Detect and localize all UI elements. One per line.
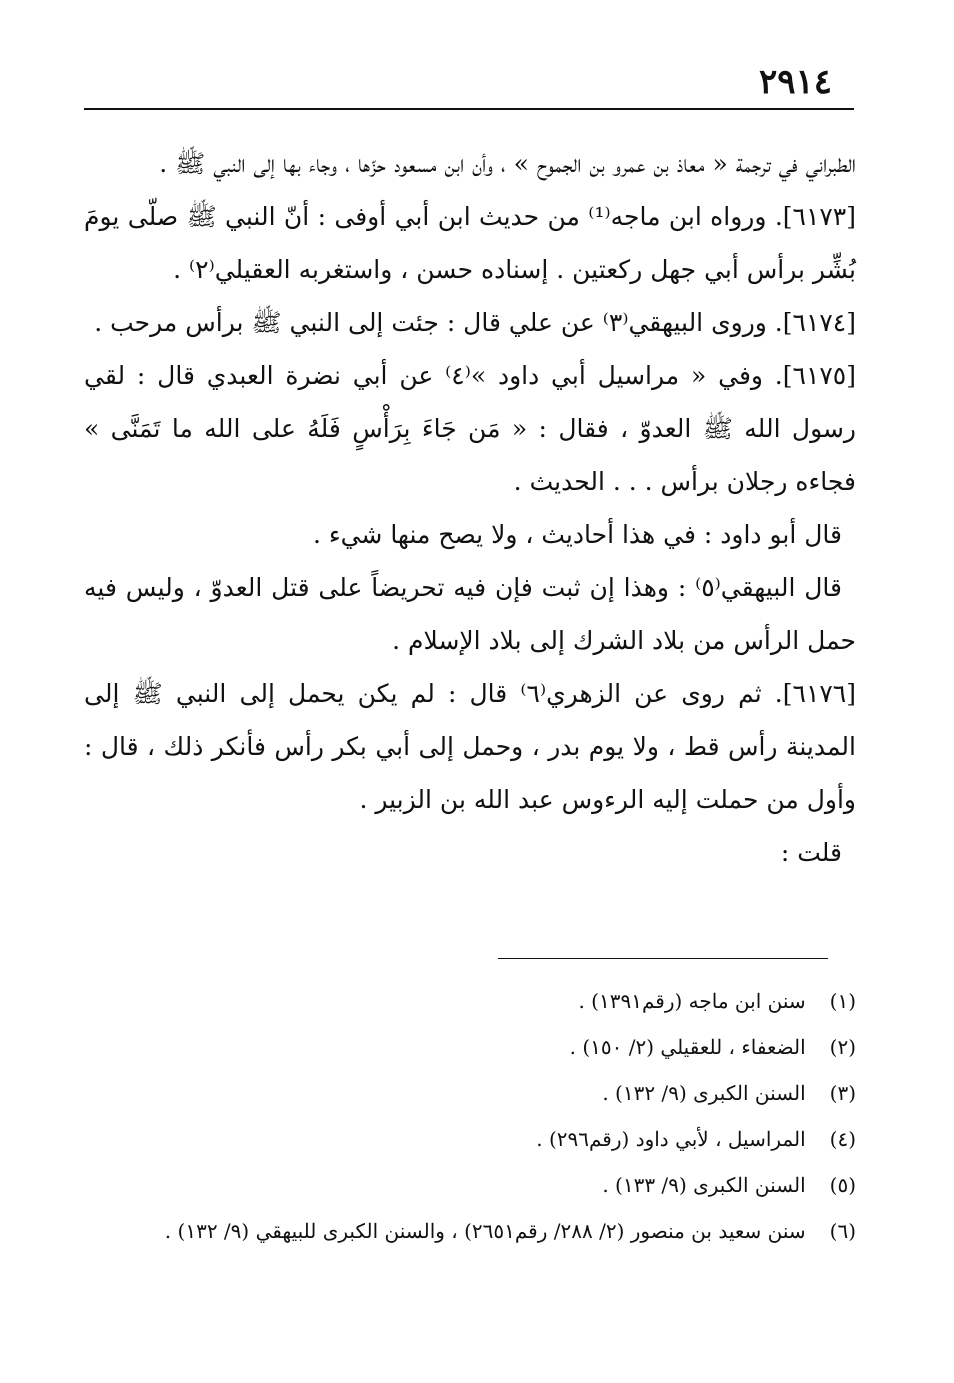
footnote	[84, 1024, 856, 1070]
header-rule	[84, 108, 854, 110]
footnote-number: (٣)	[829, 1081, 856, 1105]
paragraph: قلت :	[780, 838, 842, 867]
footnote-text: السنن الكبرى (٩/ ١٣٢) .	[602, 1081, 806, 1105]
paragraph: الطبراني في ترجمة « معاذ بن عمرو بن الجموح » ، وأن ابن مسعود حزّها ، وجاء بها إلى النبي ﷺ .	[159, 149, 856, 178]
footnote-text: سنن سعيد بن منصور (٢/ ٢٨٨/ رقم٢٦٥١) ، والسنن الكبرى للبيهقي (٩/ ١٣٢) .	[164, 1219, 806, 1243]
paragraph: قال أبو داود : في هذا أحاديث ، ولا يصح منها شيء .	[312, 520, 842, 549]
footnote-number: (٤)	[829, 1127, 856, 1151]
footnote-separator	[498, 958, 828, 959]
paragraph: [٦١٧٥]. وفي « مراسيل أبي داود »⁽٤⁾ عن أبي نضرة العبدي قال : لقي رسول الله ﷺ العدوّ ، فقال : « مَن جَاءَ بِرَأْسٍ فَلَهُ على الله ما تَمَنَّى » فجاءه رجلان برأس . . . الحديث .	[84, 361, 856, 496]
page-number: ٢٩١٤	[758, 62, 832, 102]
paragraph: [٦١٧٦]. ثم روى عن الزهري⁽٦⁾ قال : لم يكن يحمل إلى النبي ﷺ إلى المدينة رأس قط ، ولا يوم بدر ، وحمل إلى أبي بكر رأس فأنكر ذلك ، قال : وأول من حملت إليه الرءوس عبد الله بن الزبير .	[84, 679, 856, 814]
footnote-text: سنن ابن ماجه (رقم١٣٩١) .	[578, 989, 806, 1013]
paragraph: [٦١٧٣]. ورواه ابن ماجه⁽¹⁾ من حديث ابن أبي أوفى : أنّ النبي ﷺ صلّى يومَ بُشِّر برأس أبي جهل ركعتين . إسناده حسن ، واستغربه العقيلي⁽٢⁾ .	[84, 202, 856, 284]
footnote-number: (٥)	[829, 1173, 856, 1197]
footnote-text: السنن الكبرى (٩/ ١٣٣) .	[602, 1173, 806, 1197]
footnote	[84, 978, 856, 1024]
paragraph: قال البيهقي⁽٥⁾ : وهذا إن ثبت فإن فيه تحريضاً على قتل العدوّ ، وليس فيه حمل الرأس من بلاد الشرك إلى بلاد الإسلام .	[84, 573, 856, 655]
footnote-number: (٦)	[829, 1219, 856, 1243]
footnote-text: المراسيل ، لأبي داود (رقم٢٩٦) .	[536, 1127, 806, 1151]
footnote	[84, 1162, 856, 1208]
footnote-text: الضعفاء ، للعقيلي (٢/ ١٥٠) .	[569, 1035, 806, 1059]
main-text	[84, 137, 856, 879]
footnote-number: (١)	[829, 989, 856, 1013]
footnote	[84, 1116, 856, 1162]
paragraph: [٦١٧٤]. وروى البيهقي⁽٣⁾ عن علي قال : جئت إلى النبي ﷺ برأس مرحب .	[94, 308, 856, 337]
footnote	[84, 1208, 856, 1254]
footnote-number: (٢)	[829, 1035, 856, 1059]
footnote	[84, 1070, 856, 1116]
footnotes	[84, 978, 856, 1254]
